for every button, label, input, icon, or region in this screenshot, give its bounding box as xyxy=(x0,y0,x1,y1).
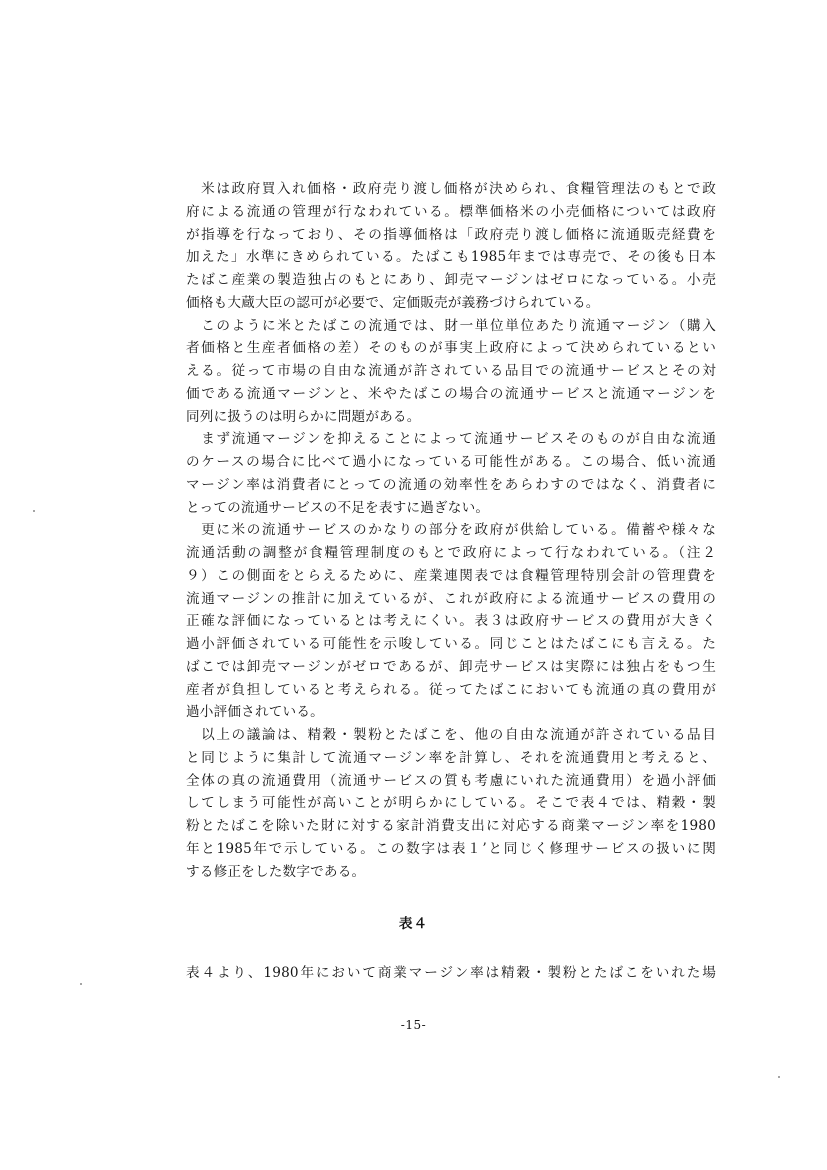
text-line: 表４より、1980年において商業マージン率は精穀・製粉とたばこをいれた場 xyxy=(186,965,716,981)
text-line: 以上の議論は、精穀・製粉とたばこを、他の自由な流通が許されている品目 xyxy=(186,727,716,743)
text-line: 粉とたばこを除いた財に対する家計消費支出に対応する商業マージン率を1980 xyxy=(186,818,716,834)
table-caption: 表４ xyxy=(398,916,429,932)
text-line: 価である流通マージンと、米やたばこの場合の流通サービスと流通マージンを xyxy=(186,385,716,402)
text-line: 米は政府買入れ価格・政府売り渡し価格が決められ、食糧管理法のもとで政 xyxy=(186,181,716,197)
text-line: 者価格と生産者価格の差）そのものが事実上政府によって決められているとい xyxy=(186,340,716,357)
text-line: 加えた」水準にきめられている。たばこも1985年までは専売で、その後も日本 xyxy=(186,249,716,266)
text-line: してしまう可能性が高いことが明らかにしている。そこで表４では、精穀・製 xyxy=(186,795,716,812)
text-line: と同じように集計して流通マージン率を計算し、それを流通費用と考えると、 xyxy=(186,749,716,766)
body-text-continued xyxy=(186,962,716,985)
text-line: 更に米の流通サービスのかなりの部分を政府が供給している。備蓄や様々な xyxy=(186,522,716,539)
text-line: 年と1985年で示している。この数字は表１’と同じく修理サービスの扱いに関 xyxy=(186,840,716,857)
text-line: える。従って市場の自由な流通が許されている品目での流通サービスとその対 xyxy=(186,363,716,379)
text-line: 過小評価されている。 xyxy=(186,704,324,721)
page-number: -15- xyxy=(400,1018,427,1032)
scan-speck xyxy=(80,983,82,985)
text-line: まず流通マージンを抑えることによって流通サービスそのものが自由な流通 xyxy=(186,431,716,448)
text-line: 産者が負担していると考えられる。従ってたばこにおいても流通の真の費用が xyxy=(186,681,716,698)
text-line: ９）この側面をとらえるために、産業連関表では食糧管理特別会計の管理費を xyxy=(186,567,716,584)
text-line: 流通マージンの推計に加えているが、これが政府による流通サービスの費用の xyxy=(186,590,716,607)
text-line: 正確な評価になっているとは考えにくい。表３は政府サービスの費用が大きく xyxy=(186,613,716,630)
text-line: このように米とたばこの流通では、財一単位単位あたり流通マージン（購入 xyxy=(186,317,716,334)
body-text xyxy=(186,178,716,883)
text-line: 府による流通の管理が行なわれている。標準価格米の小売価格については政府 xyxy=(186,203,716,220)
scan-speck xyxy=(33,510,35,512)
text-line: 過小評価されている可能性を示唆している。同じことはたばこにも言える。た xyxy=(186,636,716,652)
text-line: 価格も大蔵大臣の認可が必要で、定価販売が義務づけられている。 xyxy=(186,294,600,311)
text-line: 流通活動の調整が食糧管理制度のもとで政府によって行なわれている。（注２ xyxy=(186,545,716,561)
text-line: とっての流通サービスの不足を表すに過ぎない。 xyxy=(186,499,490,516)
text-line: たばこ産業の製造独占のもとにあり、卸売マージンはゼロになっている。小売 xyxy=(186,272,716,288)
text-line: する修正をした数字である。 xyxy=(186,863,366,880)
text-line: 全体の真の流通費用（流通サービスの質も考慮にいれた流通費用）を過小評価 xyxy=(186,772,716,789)
text-line: が指導を行なっており、その指導価格は「政府売り渡し価格に流通販売経費を xyxy=(186,226,716,243)
text-line: 同列に扱うのは明らかに問題がある。 xyxy=(186,408,421,425)
scan-speck xyxy=(778,1076,780,1078)
text-line: のケースの場合に比べて過小になっている可能性がある。この場合、低い流通 xyxy=(186,454,716,470)
text-line: マージン率は消費者にとっての流通の効率性をあらわすのではなく、消費者に xyxy=(186,476,716,493)
text-line: ばこでは卸売マージンがゼロであるが、卸売サービスは実際には独占をもつ生 xyxy=(186,658,716,675)
